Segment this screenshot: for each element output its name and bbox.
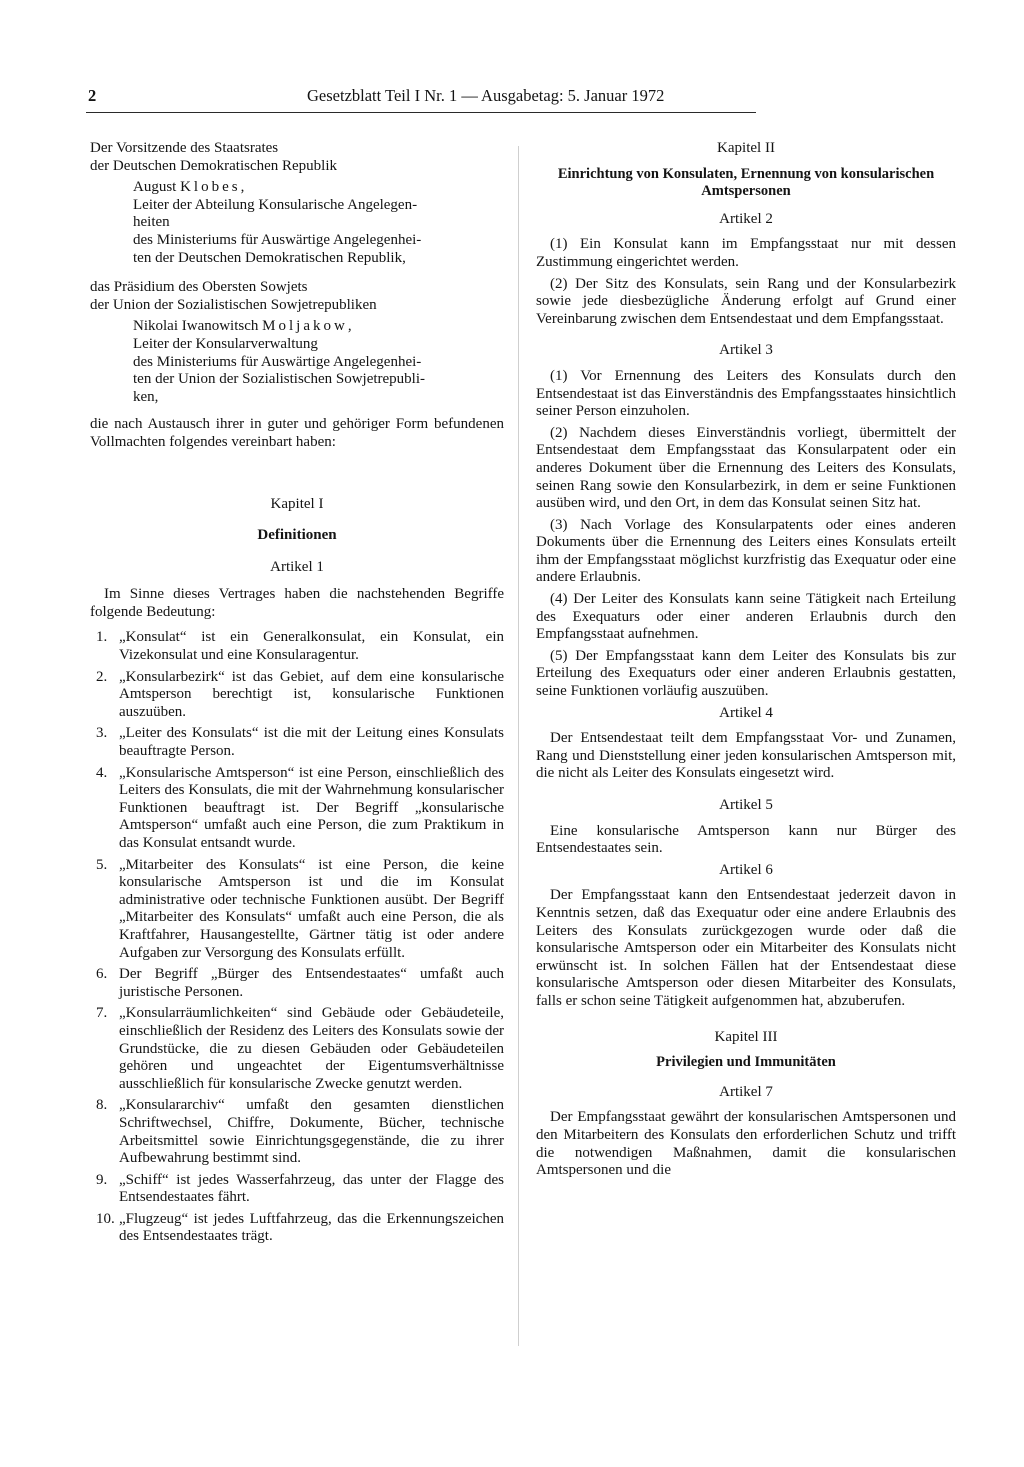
- surname: Moljakow: [262, 318, 348, 335]
- comma: ,: [240, 179, 245, 196]
- article-heading: Artikel 4: [719, 704, 773, 721]
- definition-number: 6.: [96, 966, 108, 983]
- definition-item: [90, 966, 504, 1001]
- definition-number: 9.: [96, 1171, 108, 1188]
- representative-title: ken,: [133, 388, 159, 405]
- article-paragraph: (2) Nachdem dieses Einverständnis vorliegt, übermittelt der Entsendestaat dem Empfangsstaat das Konsularpatent oder ein anderes Dokument über die Ernennung des Leiters des Konsulats, seinen Rang sowie den Konsularbezirk, in dem er seine Funktionen ausüben wird, und den Ort, in dem das Konsulat seinen Sitz hat.: [536, 424, 956, 512]
- definition-item: [90, 1211, 504, 1246]
- representative-title: ten der Union der Sozialistischen Sowjetrepubli-: [133, 371, 426, 388]
- representative-title: Leiter der Abteilung Konsularische Angelegen-: [133, 196, 418, 213]
- definition-list: [90, 629, 504, 1246]
- definition-number: 2.: [96, 668, 108, 685]
- chapter-title: Definitionen: [257, 527, 337, 544]
- article-paragraph: (2) Der Sitz des Konsulats, sein Rang und der Konsularbezirk sowie jede diesbezügliche Änderung erfolgt auf Grund einer Vereinbarung zwischen dem Entsendestaat und dem Empfangsstaat.: [536, 275, 956, 327]
- representative-title: des Ministeriums für Auswärtige Angelegenhei-: [133, 353, 422, 370]
- definition-item: [90, 725, 504, 760]
- representative-title: des Ministeriums für Auswärtige Angelegenhei-: [133, 231, 422, 248]
- definition-text: „Konsularbezirk“ ist das Gebiet, auf dem eine konsularische Amtsperson berechtigt ist, konsularische Funktionen auszuüben.: [119, 668, 504, 720]
- definition-item: [90, 1005, 504, 1093]
- definition-text: „Leiter des Konsulats“ ist die mit der Leitung eines Konsulats beauftragte Person.: [119, 725, 504, 760]
- header-rule: [86, 112, 756, 113]
- article-heading: Artikel 1: [270, 558, 324, 575]
- article-heading: Artikel 6: [719, 861, 773, 878]
- right-column: [536, 140, 956, 1180]
- definition-number: 5.: [96, 856, 108, 873]
- article-heading: Artikel 3: [719, 342, 773, 359]
- article-paragraph: (5) Der Empfangsstaat kann dem Leiter des Konsulats bis zur Erteilung des Exequaturs oder einer anderen Erlaubnis gestatten, seine Funktionen vorläufig auszuüben.: [536, 647, 956, 700]
- representative-title: heiten: [133, 214, 170, 231]
- definition-number: 10.: [96, 1210, 115, 1227]
- article-paragraph: (3) Nach Vorlage des Konsularpatents oder eines anderen Dokuments über die Ernennung des Leiters eines Konsulats erteilt ihm der Empfangsstaat möglichst kurzfristig das Exequatur oder eine andere Erlaubnis.: [536, 516, 956, 586]
- definition-number: 4.: [96, 764, 108, 781]
- definition-text: „Schiff“ ist jedes Wasserfahrzeug, das unter der Flagge des Entsendestaates fährt.: [119, 1171, 504, 1206]
- definition-text: „Mitarbeiter des Konsulats“ ist eine Person, die keine konsularische Amtsperson ist und die im Konsulat administrative oder technische Funktionen ausübt. Der Begriff „Mitarbeiter des Konsulats“ umfaßt auch eine Person, die als Kraftfahrer, Hausangestellte, Gärtner tätig ist oder andere Aufgaben zur Versorgung des Konsulats erfüllt.: [119, 856, 504, 961]
- preamble-closing: die nach Austausch ihrer in guter und gehöriger Form befundenen Vollmachten folgendes vereinbart haben:: [90, 416, 504, 450]
- definition-number: 7.: [96, 1005, 108, 1022]
- definition-item: [90, 765, 504, 853]
- representative-title: ten der Deutschen Demokratischen Republik,: [133, 249, 406, 266]
- preamble-line: der Union der Sozialistischen Sowjetrepubliken: [90, 296, 377, 313]
- representative-name: [133, 318, 504, 336]
- definition-number: 3.: [96, 725, 108, 742]
- chapter-heading: Kapitel I: [270, 495, 324, 512]
- chapter-heading: Kapitel II: [717, 140, 775, 156]
- article-paragraph: (4) Der Leiter des Konsulats kann seine Tätigkeit nach Erteilung des Exequaturs oder einer anderen Erlaubnis durch den Empfangsstaat aufnehmen.: [536, 591, 956, 643]
- definition-text: „Flugzeug“ ist jedes Luftfahrzeug, das die Erkennungszeichen des Entsendestaates trägt.: [119, 1210, 504, 1245]
- preamble-line: Der Vorsitzende des Staatsrates: [90, 140, 279, 156]
- definition-number: 8.: [96, 1097, 108, 1114]
- left-column: [90, 140, 504, 1246]
- representative-title: Leiter der Konsularverwaltung: [133, 335, 318, 352]
- definition-item: [90, 1097, 504, 1167]
- article-paragraph: Der Empfangsstaat kann den Entsendestaat jederzeit davon in Kenntnis setzen, daß das Exequatur oder eine andere Erlaubnis des Leiters des Konsulats zurückgezogen wurde oder daß die konsularische Amtsperson oder ein Mitarbeiter des Konsulats nicht erwünscht ist. In solchen Fällen hat der Entsendestaat diese konsularische Amtsperson oder diesen Mitarbeiter des Konsulats, falls er schon seine Tätigkeit aufgenommen hat, abzuberufen.: [536, 887, 956, 1009]
- definition-item: [90, 1172, 504, 1207]
- article-heading: Artikel 2: [719, 210, 773, 227]
- definition-text: Der Begriff „Bürger des Entsendestaates“ umfaßt auch juristische Personen.: [119, 966, 504, 1000]
- page-number: 2: [88, 86, 97, 105]
- definition-item: [90, 857, 504, 963]
- gazette-header-title: Gesetzblatt Teil I Nr. 1 — Ausgabetag: 5. Januar 1972: [307, 86, 665, 105]
- preamble-line: das Präsidium des Obersten Sowjets: [90, 279, 308, 296]
- chapter-heading: Kapitel III: [714, 1028, 778, 1045]
- column-divider: [518, 146, 519, 1346]
- comma: ,: [347, 318, 352, 335]
- article-heading: Artikel 5: [719, 797, 773, 813]
- definition-text: „Konsulararchiv“ umfaßt den gesamten dienstlichen Schriftwechsel, Chiffre, Dokumente, Bücher, technische Arbeitsmittel sowie Einrichtungsgegenstände, die zu ihrer Aufbewahrung bestimmt sind.: [119, 1097, 504, 1167]
- article-paragraph: Der Empfangsstaat gewährt der konsularischen Amtspersonen und den Mitarbeitern des Konsulats den erforderlichen Schutz und trifft die notwendigen Maßnahmen, damit die konsularischen Amtspersonen und die: [536, 1109, 956, 1179]
- definition-number: 1.: [96, 629, 108, 646]
- first-names: August: [133, 179, 181, 196]
- definition-text: „Konsularische Amtsperson“ ist eine Person, einschließlich des Leiters des Konsulats, die mit der Wahrnehmung konsularischer Funktionen beauftragt ist. Der Begriff „konsularische Amtsperson“ umfaßt auch eine Person, die zum Praktikum in das Konsulat entsandt wurde.: [119, 764, 504, 851]
- article-paragraph: Im Sinne dieses Vertrages haben die nachstehenden Begriffe folgende Bedeutung:: [90, 586, 504, 620]
- preamble-line: der Deutschen Demokratischen Republik: [90, 157, 338, 174]
- representative-name: [133, 179, 504, 197]
- article-paragraph: Eine konsularische Amtsperson kann nur Bürger des Entsendestaates sein.: [536, 822, 956, 857]
- definition-item: [90, 669, 504, 722]
- surname: Klobes: [180, 179, 241, 196]
- article-heading: Artikel 7: [719, 1083, 773, 1100]
- article-paragraph: (1) Vor Ernennung des Leiters des Konsulats durch den Entsendestaat ist das Einverständnis des Empfangsstaates hinsichtlich seiner Person einzuholen.: [536, 367, 956, 420]
- chapter-title: Einrichtung von Konsulaten, Ernennung von konsularischen Amtspersonen: [557, 165, 935, 200]
- first-names: Nikolai Iwanowitsch: [133, 318, 263, 335]
- definition-text: „Konsulat“ ist ein Generalkonsulat, ein Konsulat, ein Vizekonsulat und eine Konsularagentur.: [119, 629, 504, 664]
- definition-item: [90, 629, 504, 664]
- article-paragraph: (1) Ein Konsulat kann im Empfangsstaat nur mit dessen Zustimmung eingerichtet werden.: [536, 236, 956, 270]
- definition-text: „Konsularräumlichkeiten“ sind Gebäude oder Gebäudeteile, einschließlich der Residenz des Leiters des Konsulats sowie der Grundstücke, die zu diesen Gebäuden oder Gebäudeteilen gehören und ungeachtet der Eigentumsverhältnisse ausschließlich für konsularische Zwecke genutzt werden.: [119, 1005, 504, 1092]
- chapter-title: Privilegien und Immunitäten: [656, 1054, 836, 1071]
- article-paragraph: Der Entsendestaat teilt dem Empfangsstaat Vor- und Zunamen, Rang und Dienststellung einer jeden konsularischen Amtsperson mit, die nicht als Leiter des Konsulats eingesetzt wird.: [536, 730, 956, 782]
